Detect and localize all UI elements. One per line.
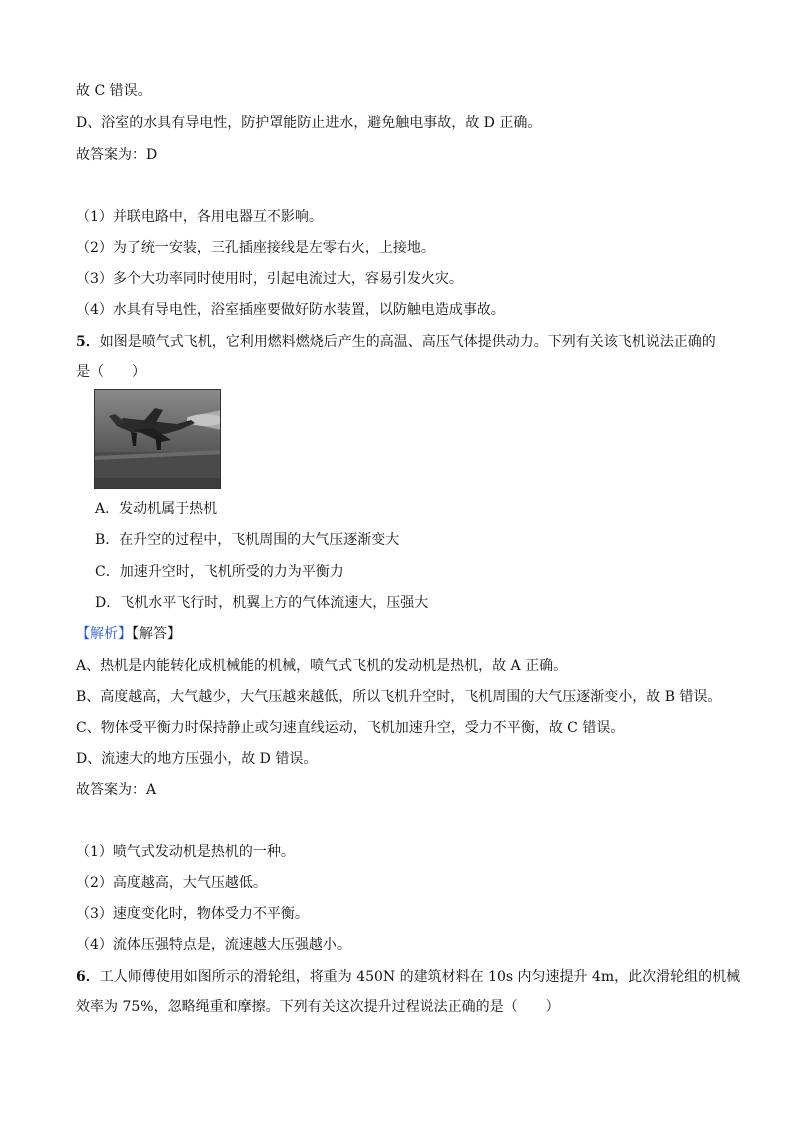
key-point-line: （3）速度变化时，物体受力不平衡。: [76, 906, 309, 922]
analysis-tag: 【解析】: [76, 626, 132, 642]
key-point-line: （4）水具有导电性，浴室插座要做好防水装置，以防触电造成事故。: [76, 302, 505, 318]
key-point-line: （1）喷气式发动机是热机的一种。: [76, 844, 295, 860]
option-c: C．加速升空时，飞机所受的力为平衡力: [95, 564, 344, 580]
key-point-line: （4）流体压强特点是，流速越大压强越小。: [76, 937, 351, 953]
option-b: B．在升空的过程中，飞机周围的大气压逐渐变大: [95, 532, 400, 548]
text-line: D、浴室的水具有导电性，防护罩能防止进水，避免触电事故，故 D 正确。: [76, 115, 542, 131]
solution-tag: 【解答】: [132, 626, 181, 642]
text-line: 故答案为：D: [76, 147, 158, 163]
option-d: D．飞机水平飞行时，机翼上方的气体流速大，压强大: [95, 595, 429, 611]
solution-line: D、流速大的地方压强小，故 D 错误。: [76, 751, 318, 767]
question-number: 5．: [76, 334, 100, 350]
answer-line: 故答案为：A: [76, 782, 157, 798]
key-point-line: （2）为了统一安装，三孔插座接线是左零右火，上接地。: [76, 240, 435, 256]
text-line: 故 C 错误。: [76, 83, 152, 99]
key-point-line: （2）高度越高，大气压越低。: [76, 875, 267, 891]
question-5: [76, 332, 716, 352]
solution-line: A、热机是内能转化成机械能的机械，喷气式飞机的发动机是热机，故 A 正确。: [76, 658, 568, 674]
question-text: 如图是喷气式飞机，它利用燃料燃烧后产生的高温、高压气体提供动力。下列有关该飞机说法正确的: [99, 334, 716, 350]
question-text: 工人师傅使用如图所示的滑轮组，将重为 450N 的建筑材料在 10s 内匀速提升 4m，此次滑轮组的机械: [99, 969, 741, 985]
key-point-line: （3）多个大功率同时使用时，引起电流过大，容易引发火灾。: [76, 271, 463, 287]
key-point-line: （1）并联电路中，各用电器互不影响。: [76, 209, 323, 225]
jet-aircraft-photo: [94, 389, 221, 489]
solution-line: B、高度越高，大气越少，大气压越来越低，所以飞机升空时，飞机周围的大气压逐渐变小，故 B 错误。: [76, 689, 722, 705]
question-text-cont: 效率为 75%，忽略绳重和摩擦。下列有关这次提升过程说法正确的是（ ）: [76, 999, 560, 1015]
option-a: A．发动机属于热机: [95, 501, 218, 517]
question-6: [76, 967, 740, 987]
analysis-header: [76, 624, 181, 644]
solution-line: C、物体受平衡力时保持静止或匀速直线运动，飞机加速升空，受力不平衡，故 C 错误。: [76, 720, 625, 736]
question-number: 6．: [76, 969, 100, 985]
question-text-cont: 是（ ）: [76, 364, 146, 380]
